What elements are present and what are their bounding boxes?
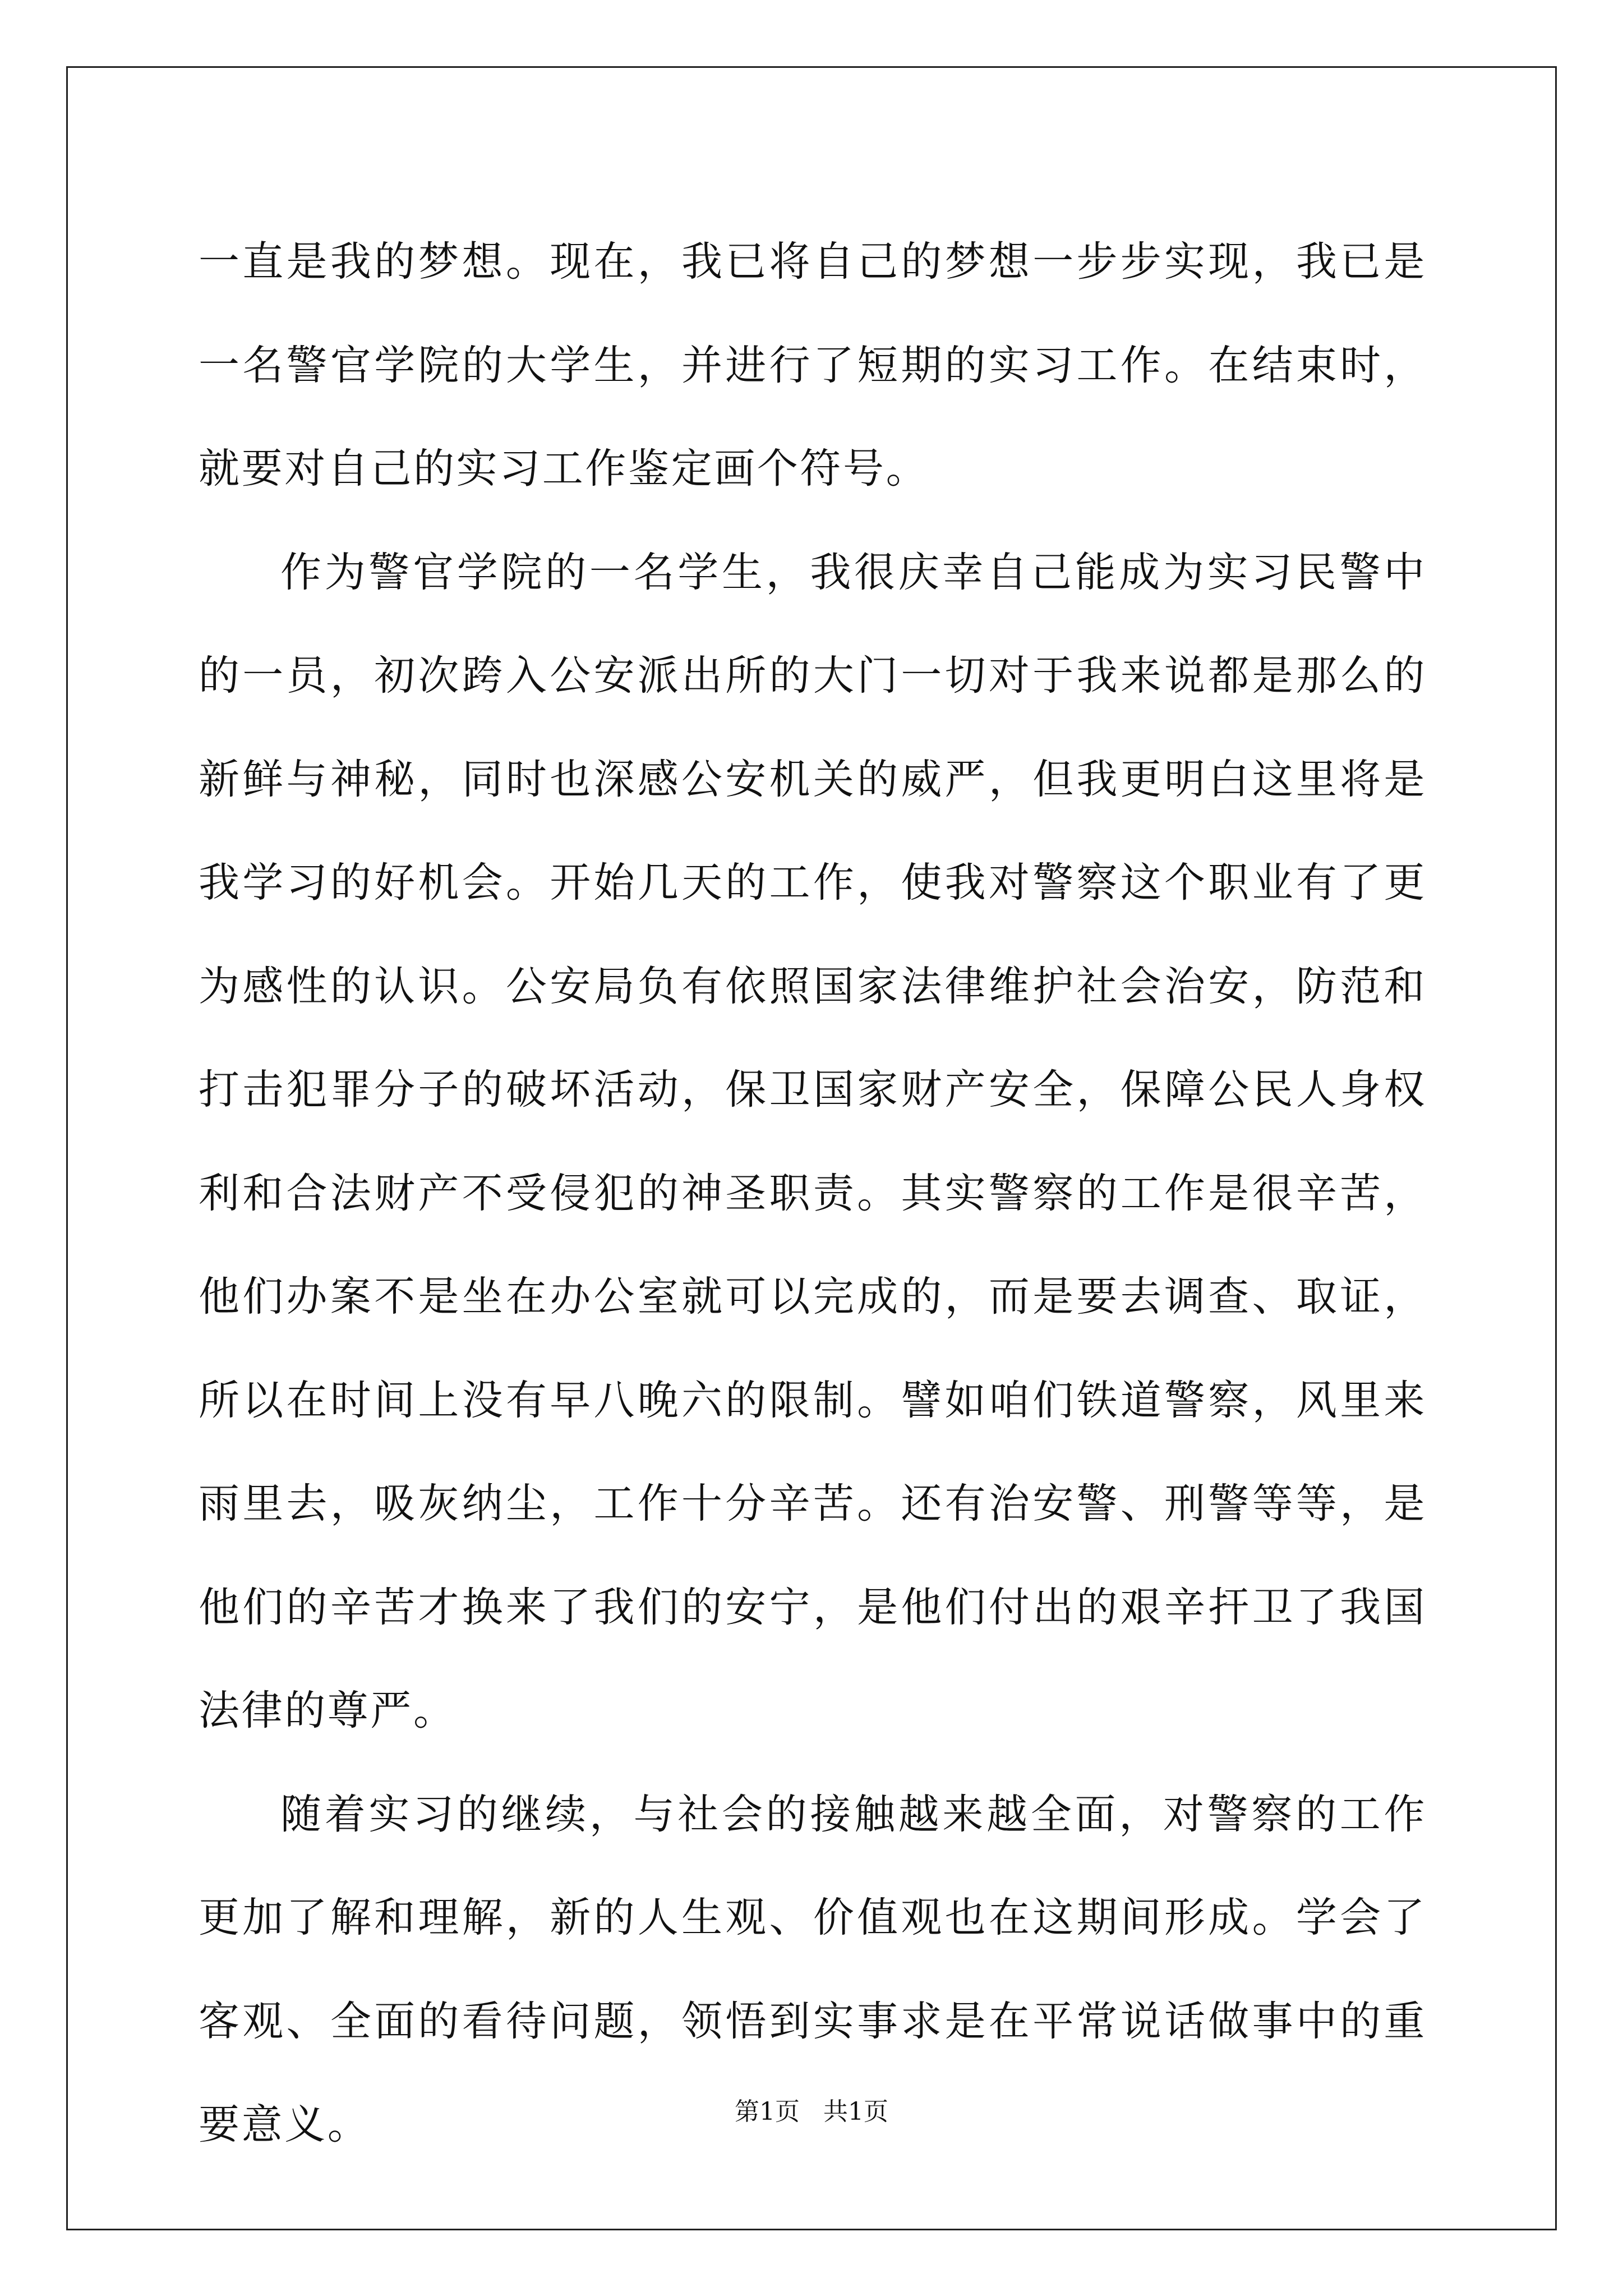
paragraph-3: 随着实习的继续，与社会的接触越来越全面，对警察的工作更加了解和理解，新的人生观、价值观也在这期间形成。学会了客观、全面的看待问题，领悟到实事求是在平常说话做事中的重要意义。: [199, 1790, 1427, 2148]
paragraph-2: 作为警官学院的一名学生，我很庆幸自己能成为实习民警中的一员，初次跨入公安派出所的大门一切对于我来说都是那么的新鲜与神秘，同时也深感公安机关的威严，但我更明白这里将是我学习的好机会。开始几天的工作，使我对警察这个职业有了更为感性的认识。公安局负有依照国家法律维护社会治安，防范和打击犯罪分子的破坏活动，保卫国家财产安全，保障公民人身权利和合法财产不受侵犯的神圣职责。其实警察的工作是很辛苦，他们办案不是坐在办公室就可以完成的，而是要去调查、取证，所以在时间上没有早八晚六的限制。譬如咱们铁道警察，风里来雨里去，吸灰纳尘，工作十分辛苦。还有治安警、刑警等等，是他们的辛苦才换来了我们的安宁，是他们付出的艰辛扞卫了我国法律的尊严。: [199, 548, 1427, 1734]
paragraph-1: 一直是我的梦想。现在，我已将自己的梦想一步步实现，我已是一名警官学院的大学生，并进行了短期的实习工作。在结束时，就要对自己的实习工作鉴定画个符号。: [199, 238, 1427, 493]
page-number-footer: 第1页 共1页: [735, 2097, 888, 2126]
document-body: [199, 210, 1427, 2177]
